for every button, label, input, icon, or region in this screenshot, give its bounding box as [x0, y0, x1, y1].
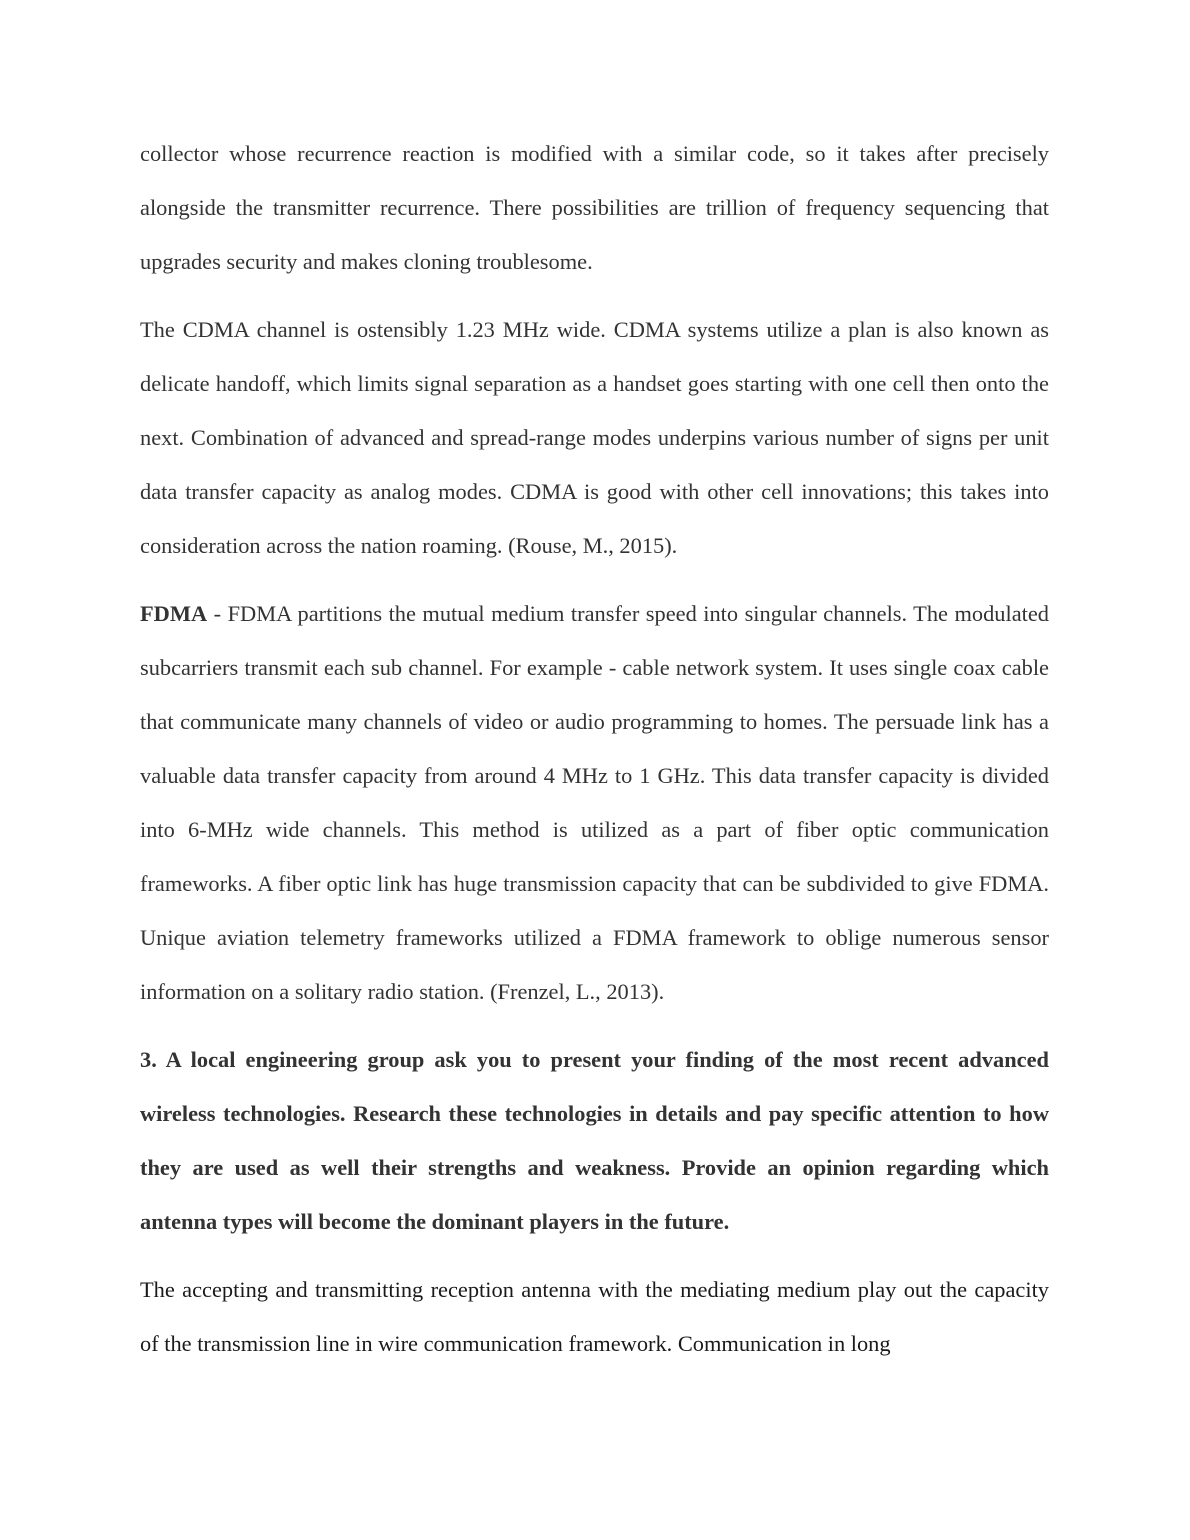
- paragraph-fdma: [140, 587, 1049, 1018]
- paragraph-cdma-channel: The CDMA channel is ostensibly 1.23 MHz wide. CDMA systems utilize a plan is also known as delicate handoff, which limits signal separation as a handset goes starting with one cell then onto the next. Combination of advanced and spread-range modes underpins various number of signs per unit data transfer capacity as analog modes. CDMA is good with other cell innovations; this takes into consideration across the nation roaming. (Rouse, M., 2015).: [140, 317, 1049, 558]
- fdma-heading: FDMA: [140, 601, 208, 627]
- paragraph-antenna-intro: The accepting and transmitting reception antenna with the mediating medium play out the capacity of the transmission line in wire communication framework. Communication in long: [140, 1277, 1049, 1357]
- document-page: [140, 127, 1049, 1385]
- fdma-body: - FDMA partitions the mutual medium transfer speed into singular channels. The modulated subcarriers transmit each sub channel. For example - cable network system. It uses single coax cable that communicate many channels of video or audio programming to homes. The persuade link has a valuable data transfer capacity from around 4 MHz to 1 GHz. This data transfer capacity is divided into 6-MHz wide channels. This method is utilized as a part of fiber optic communication frameworks. A fiber optic link has huge transmission capacity that can be subdivided to give FDMA. Unique aviation telemetry frameworks utilized a FDMA framework to oblige numerous sensor information on a solitary radio station. (Frenzel, L., 2013).: [140, 601, 1049, 1004]
- paragraph-frequency-hopping: collector whose recurrence reaction is modified with a similar code, so it takes after precisely alongside the transmitter recurrence. There possibilities are trillion of frequency sequencing that upgrades security and makes cloning troublesome.: [140, 141, 1049, 274]
- question-heading-3: 3. A local engineering group ask you to present your finding of the most recent advanced wireless technologies. Research these technologies in details and pay specific attention to how they are used as well their strengths and weakness. Provide an opinion regarding which antenna types will become the dominant players in the future.: [140, 1047, 1049, 1234]
